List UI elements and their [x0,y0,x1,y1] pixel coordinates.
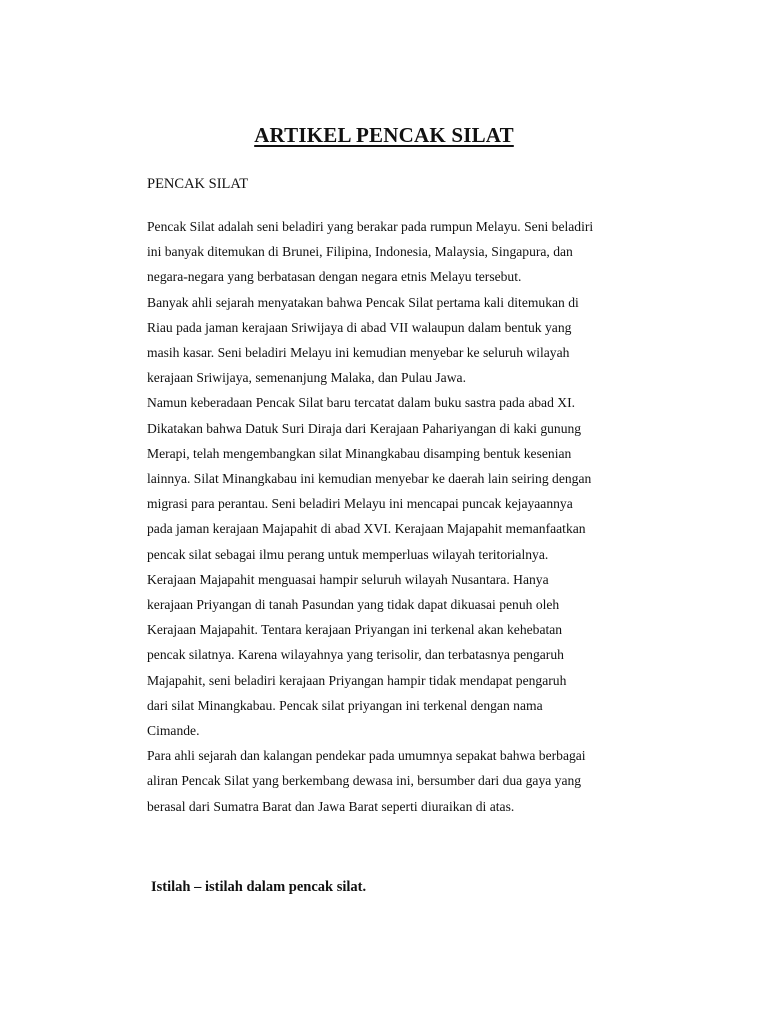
section-subheading: PENCAK SILAT [147,176,249,192]
body-line: Kerajaan Majapahit. Tentara kerajaan Priyangan ini terkenal akan kehebatan [147,622,563,638]
body-line: Kerajaan Majapahit menguasai hampir seluruh wilayah Nusantara. Hanya [147,571,549,587]
document-title: ARTIKEL PENCAK SILAT [254,123,514,147]
body-line: ini banyak ditemukan di Brunei, Filipina, Indonesia, Malaysia, Singapura, dan [147,244,573,260]
body-line: Riau pada jaman kerajaan Sriwijaya di abad VII walaupun dalam bentuk yang [147,319,572,335]
body-line: lainnya. Silat Minangkabau ini kemudian menyebar ke daerah lain seiring dengan [147,471,592,487]
body-line: masih kasar. Seni beladiri Melayu ini kemudian menyebar ke seluruh wilayah [147,345,570,361]
body-line: Merapi, telah mengembangkan silat Minangkabau disamping bentuk kesenian [147,445,572,461]
body-line: Para ahli sejarah dan kalangan pendekar pada umumnya sepakat bahwa berbagai [147,748,586,764]
body-line: kerajaan Sriwijaya, semenanjung Malaka, dan Pulau Jawa. [147,370,466,386]
body-line: Cimande. [147,723,200,739]
body-line: migrasi para perantau. Seni beladiri Melayu ini mencapai puncak kejayaannya [147,496,573,512]
body-line: negara-negara yang berbatasan dengan negara etnis Melayu tersebut. [147,269,522,285]
body-line: pada jaman kerajaan Majapahit di abad XVI. Kerajaan Majapahit memanfaatkan [147,521,586,537]
body-line: kerajaan Priyangan di tanah Pasundan yang tidak dapat dikuasai penuh oleh [147,597,560,613]
section-heading-text: Istilah – istilah dalam pencak silat [151,879,363,895]
body-line: Namun keberadaan Pencak Silat baru tercatat dalam buku sastra pada abad XI. [147,395,576,411]
body-line: pencak silat sebagai ilmu perang untuk memperluas wilayah teritorialnya. [147,546,549,562]
body-paragraphs [147,214,667,819]
body-line: Banyak ahli sejarah menyatakan bahwa Pencak Silat pertama kali ditemukan di [147,294,579,310]
body-line: Pencak Silat adalah seni beladiri yang berakar pada rumpun Melayu. Seni beladiri [147,219,594,234]
section-heading-period: . [362,879,367,895]
body-line: pencak silatnya. Karena wilayahnya yang terisolir, dan terbatasnya pengaruh [147,647,564,663]
body-line: Majapahit, seni beladiri kerajaan Priyangan hampir tidak mendapat pengaruh [147,672,567,688]
body-line: berasal dari Sumatra Barat dan Jawa Barat seperti diuraikan di atas. [147,798,515,814]
body-line: Dikatakan bahwa Datuk Suri Diraja dari Kerajaan Pahariyangan di kaki gunung [147,420,582,436]
body-line: dari silat Minangkabau. Pencak silat priyangan ini terkenal dengan nama [147,697,543,713]
body-line: aliran Pencak Silat yang berkembang dewasa ini, bersumber dari dua gaya yang [147,773,582,789]
section-heading-istilah [151,877,366,897]
